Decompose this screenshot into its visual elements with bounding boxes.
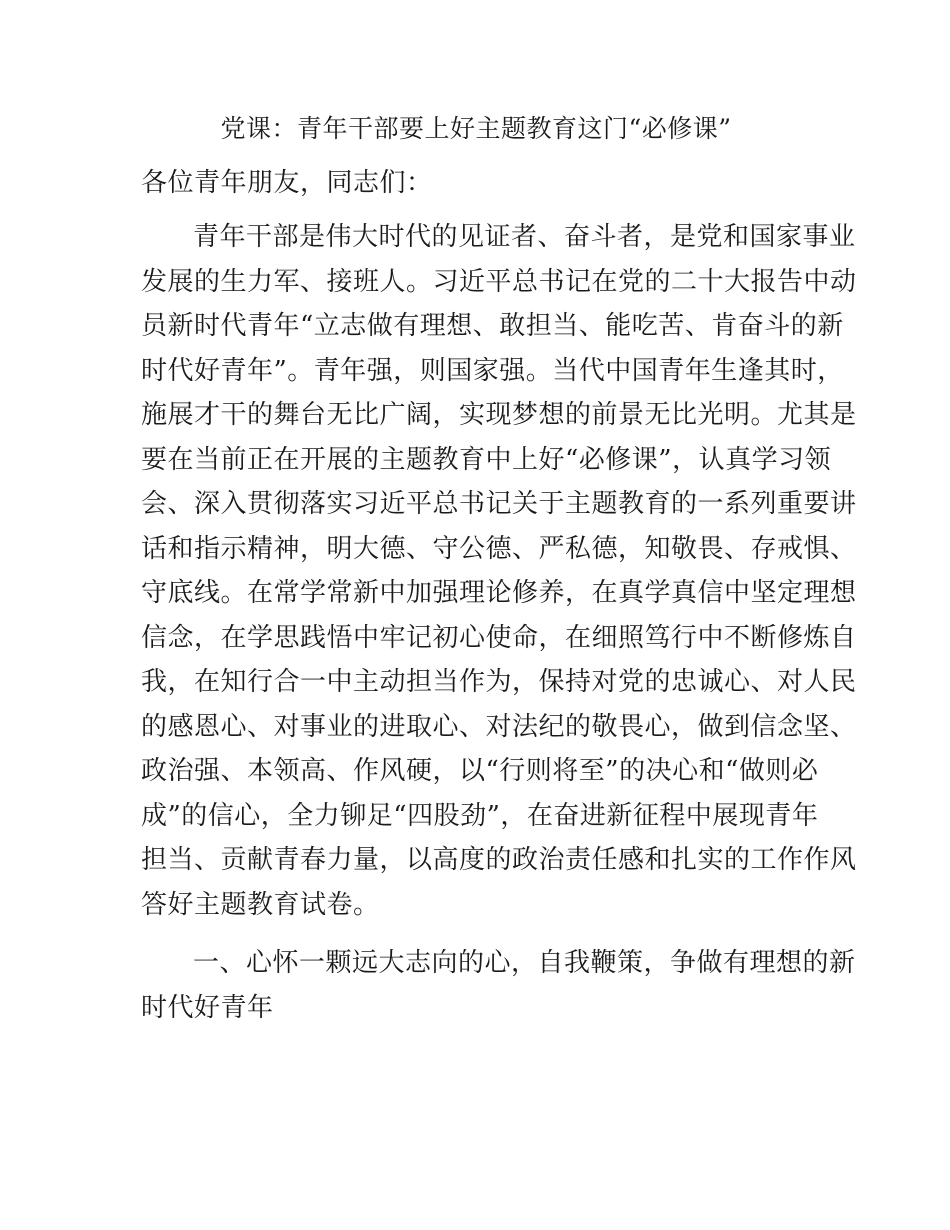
text-line: 我，在知行合一中主动担当作为，保持对党的忠诚心、对人民 xyxy=(141,667,857,697)
document-title: 党课：青年干部要上好主题教育这门“必修课” xyxy=(220,114,732,143)
text-line: 一、心怀一颗远大志向的心，自我鞭策，争做有理想的新 xyxy=(193,948,856,978)
text-line: 担当、贡献青春力量，以高度的政治责任感和扎实的工作作风 xyxy=(141,845,857,875)
text-line: 青年干部是伟大时代的见证者、奋斗者，是党和国家事业 xyxy=(193,222,856,252)
paragraph-intro xyxy=(141,215,857,927)
text-line: 员新时代青年“立志做有理想、敢担当、能吃苦、肯奋斗的新 xyxy=(141,311,844,341)
text-line: 要在当前正在开展的主题教育中上好“必修课”，认真学习领 xyxy=(141,444,832,475)
text-line: 守底线。在常学常新中加强理论修养，在真学真信中坚定理想 xyxy=(141,578,857,608)
text-line: 的感恩心、对事业的进取心、对法纪的敬畏心，做到信念坚、 xyxy=(141,711,857,742)
text-line: 成”的信心，全力铆足“四股劲”，在奋进新征程中展现青年 xyxy=(141,800,819,831)
text-line: 发展的生力军、接班人。习近平总书记在党的二十大报告中动 xyxy=(141,266,857,297)
text-line: 会、深入贯彻落实习近平总书记关于主题教育的一系列重要讲 xyxy=(141,489,857,519)
text-line: 政治强、本领高、作风硬，以“行则将至”的决心和“做则必 xyxy=(141,756,819,786)
text-line: 时代好青年”。青年强，则国家强。当代中国青年生逢其时， xyxy=(141,355,844,386)
salutation: 各位青年朋友，同志们： xyxy=(141,168,433,198)
text-line: 施展才干的舞台无比广阔，实现梦想的前景无比光明。尤其是 xyxy=(141,400,857,430)
text-line: 答好主题教育试卷。 xyxy=(141,889,380,920)
text-line: 信念，在学思践悟中牢记初心使命，在细照笃行中不断修炼自 xyxy=(141,622,857,653)
text-line: 话和指示精神，明大德、守公德、严私德，知敬畏、存戒惧、 xyxy=(141,533,857,564)
text-line: 时代好青年 xyxy=(141,992,274,1023)
section-heading-1 xyxy=(141,941,856,1030)
document-body xyxy=(141,109,857,1030)
